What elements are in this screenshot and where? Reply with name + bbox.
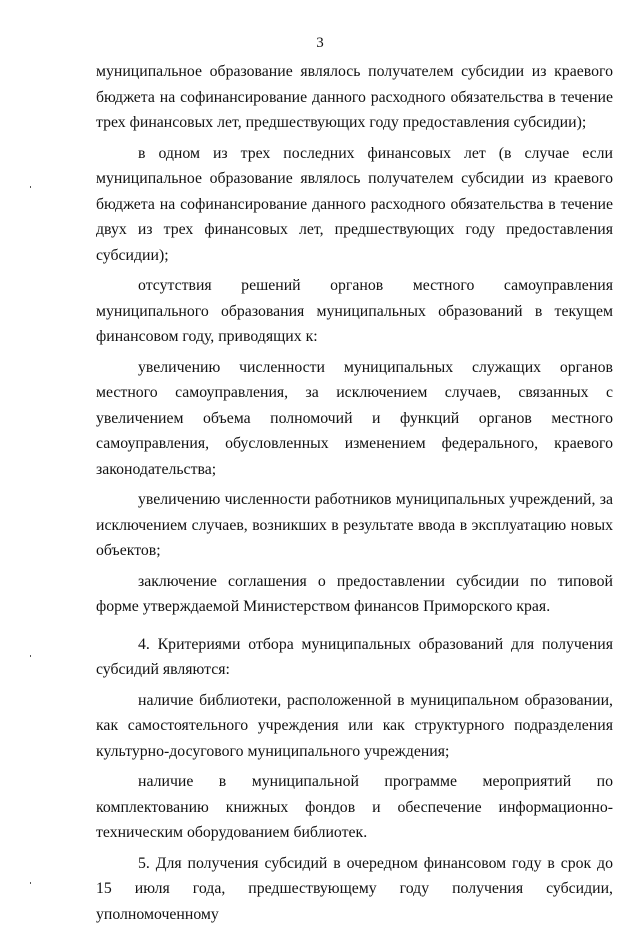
paragraph-2: в одном из трех последних финансовых лет (в случае если муниципальное образование являлось получателем субсидии из краевого бюджета на софинансирование данного расходного обязательства в течение двух из трех финансовых лет, предшествующих году предоставления субсидии);: [96, 144, 613, 264]
scan-speck: [30, 882, 31, 884]
paragraph-9: наличие в муниципальной программе мероприятий по комплектованию книжных фондов и обеспечение информационно-техническим оборудованием библиотек.: [96, 773, 613, 841]
scan-speck: [30, 655, 31, 657]
paragraph-7: 4. Критериями отбора муниципальных образований для получения субсидий являются:: [96, 635, 613, 678]
document-body: [96, 59, 613, 932]
page-number: 3: [316, 35, 324, 51]
paragraph-1: муниципальное образование являлось получателем субсидии из краевого бюджета на софинансирование данного расходного обязательства в течение трех финансовых лет, предшествующих году предоставления субсидии);: [96, 63, 613, 131]
scan-speck: [30, 186, 31, 188]
paragraph-4: увеличению численности муниципальных служащих органов местного самоуправления, за исключением случаев, связанных с увеличением объема полномочий и функций органов местного самоуправления, обусловленных изменением федерального, краевого законодательства;: [96, 358, 613, 478]
paragraph-5: увеличению численности работников муниципальных учреждений, за исключением случаев, возникших в результате ввода в эксплуатацию новых объектов;: [96, 491, 613, 559]
paragraph-10: 5. Для получения субсидий в очередном финансовом году в срок до 15 июля года, предшествующему году получения субсидии, уполномоченному: [96, 854, 613, 923]
paragraph-3: отсутствия решений органов местного самоуправления муниципального образования муниципальных образований в текущем финансовом году, приводящих к:: [96, 277, 613, 345]
paragraph-6: заключение соглашения о предоставлении субсидии по типовой форме утверждаемой Министерством финансов Приморского края.: [96, 572, 613, 615]
paragraph-8: наличие библиотеки, расположенной в муниципальном образовании, как самостоятельного учреждения или как структурного подразделения культурно-досугового муниципального учреждения;: [96, 691, 613, 760]
